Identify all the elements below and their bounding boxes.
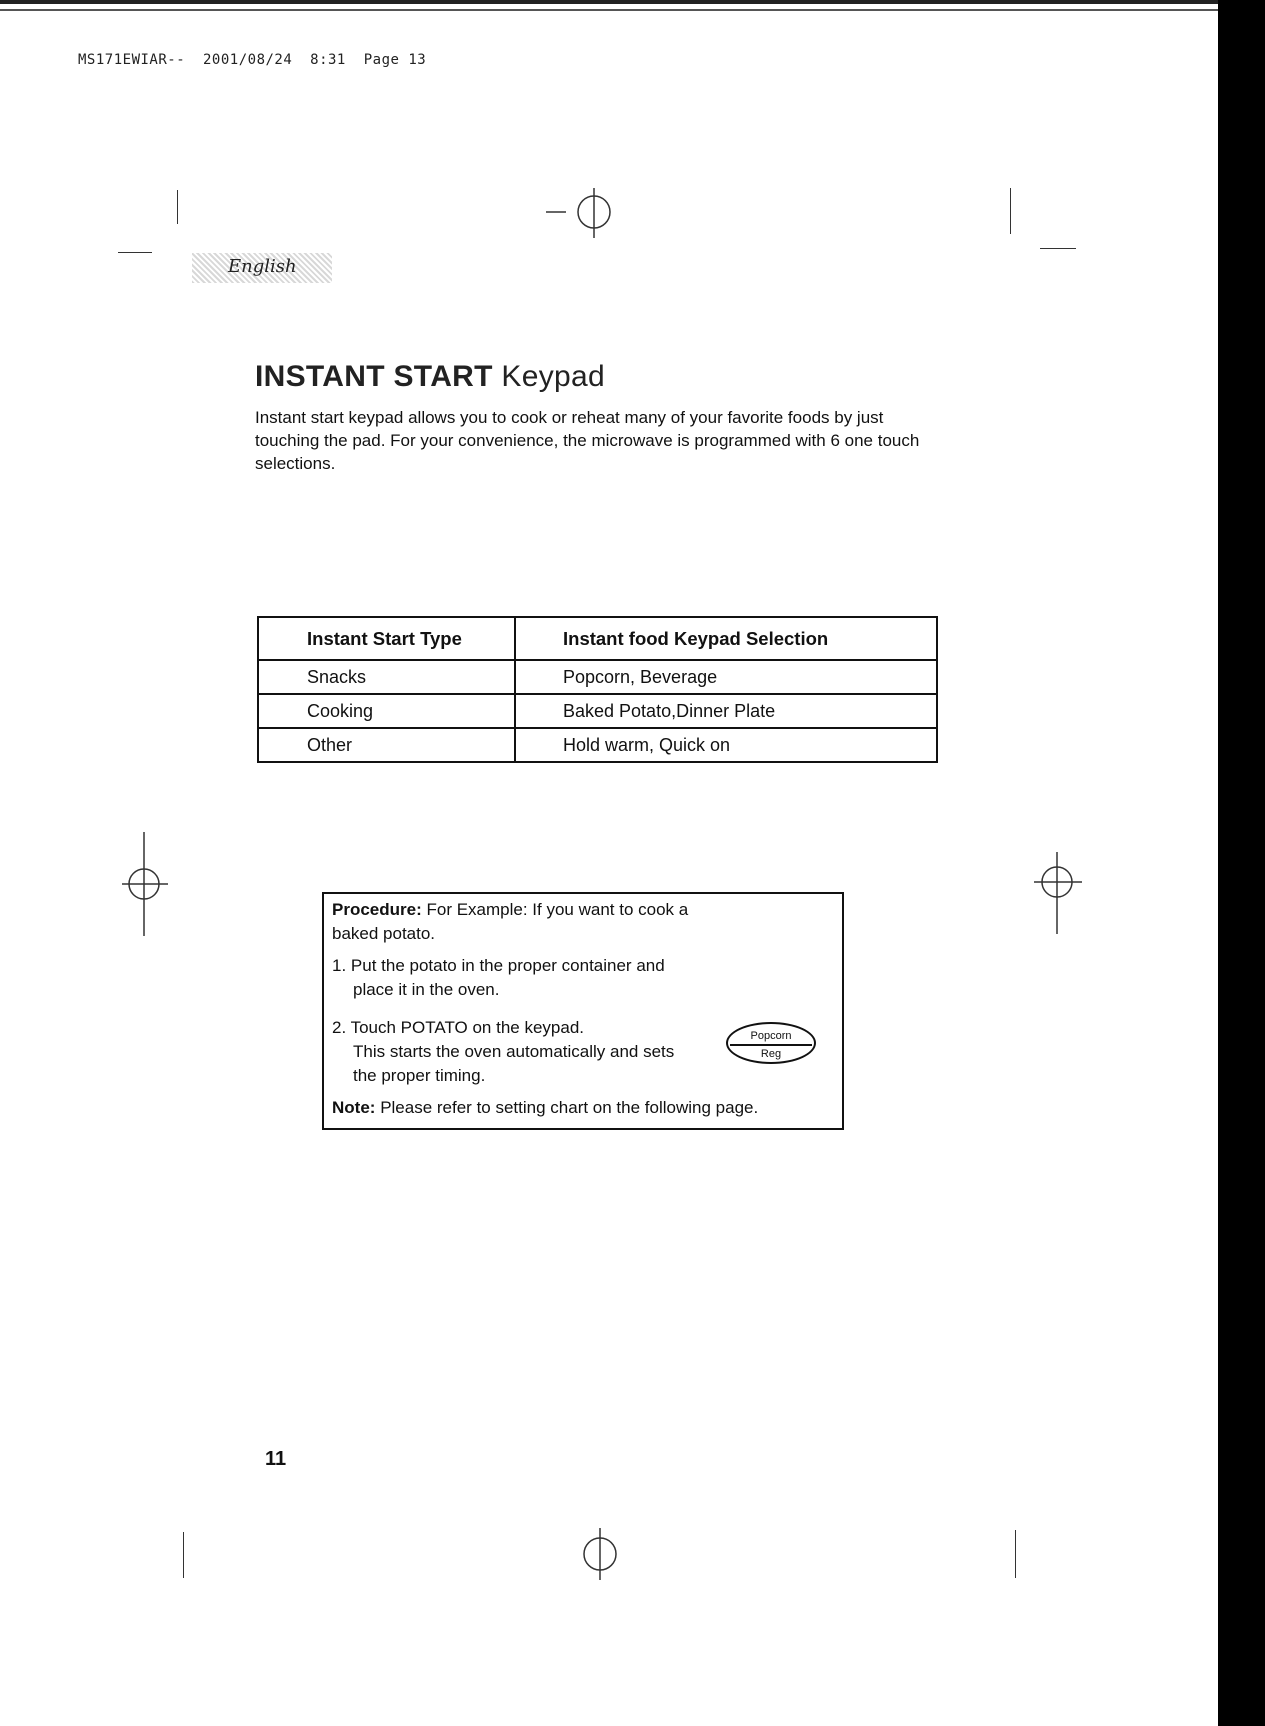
crop-mark-top-right <box>1010 188 1011 234</box>
step-2-line-1: 2. Touch POTATO on the keypad. <box>332 1018 584 1037</box>
procedure-box <box>322 892 844 1130</box>
table-header-type: Instant Start Type <box>258 617 515 660</box>
registration-mark-bottom-icon <box>570 1528 630 1580</box>
table-header-row <box>258 617 937 660</box>
crop-mark-left-tick <box>118 252 152 253</box>
table-row <box>258 694 937 728</box>
procedure-step-2 <box>332 1016 712 1088</box>
language-tab-label: English <box>228 256 297 277</box>
step-2-line-3: the proper timing. <box>353 1066 486 1085</box>
popcorn-key-icon <box>726 1022 816 1064</box>
note-text: Please refer to setting chart on the following page. <box>380 1098 759 1117</box>
table-row <box>258 728 937 762</box>
registration-mark-right-icon <box>1030 852 1084 934</box>
section-title <box>255 360 605 394</box>
popcorn-key-bottom-label: Reg <box>760 1048 782 1060</box>
step-1-line-1: 1. Put the potato in the proper container and <box>332 956 665 975</box>
section-title-bold: INSTANT START <box>255 360 493 393</box>
top-rule-thin <box>0 9 1218 11</box>
procedure-intro-text: For Example: If you want to cook a baked potato. <box>332 900 689 943</box>
instant-start-table <box>257 616 938 763</box>
crop-mark-bottom-right <box>1015 1530 1016 1578</box>
crop-mark-bottom-left <box>183 1532 184 1578</box>
table-cell-selection: Baked Potato,Dinner Plate <box>515 694 937 728</box>
table-cell-selection: Hold warm, Quick on <box>515 728 937 762</box>
step-1-line-2: place it in the oven. <box>353 980 500 999</box>
procedure-intro <box>332 898 732 946</box>
table-cell-type: Snacks <box>258 660 515 694</box>
registration-mark-top-icon <box>540 188 620 240</box>
table-cell-selection: Popcorn, Beverage <box>515 660 937 694</box>
scan-edge-bar <box>1218 0 1265 1726</box>
section-intro: Instant start keypad allows you to cook or reheat many of your favorite foods by just touching the pad. For your convenience, the microwave is programmed with 6 one touch selections. <box>255 408 920 473</box>
table-row <box>258 660 937 694</box>
registration-mark-left-icon <box>118 832 172 936</box>
top-rule <box>0 0 1218 4</box>
procedure-label: Procedure: <box>332 900 422 919</box>
table-cell-type: Cooking <box>258 694 515 728</box>
crop-mark-top-left <box>177 190 178 224</box>
table-cell-type: Other <box>258 728 515 762</box>
popcorn-key-top-label: Popcorn <box>750 1030 792 1042</box>
note-label: Note: <box>332 1098 376 1117</box>
section-title-light: Keypad <box>501 360 605 393</box>
step-2-line-2: This starts the oven automatically and sets <box>353 1042 675 1061</box>
crop-mark-right-tick <box>1040 248 1076 249</box>
procedure-note <box>332 1096 758 1120</box>
table-header-selection: Instant food Keypad Selection <box>515 617 937 660</box>
page-number: 11 <box>265 1448 287 1470</box>
print-header: MS171EWIAR-- 2001/08/24 8:31 Page 13 <box>78 52 427 68</box>
procedure-step-1 <box>332 954 712 1002</box>
